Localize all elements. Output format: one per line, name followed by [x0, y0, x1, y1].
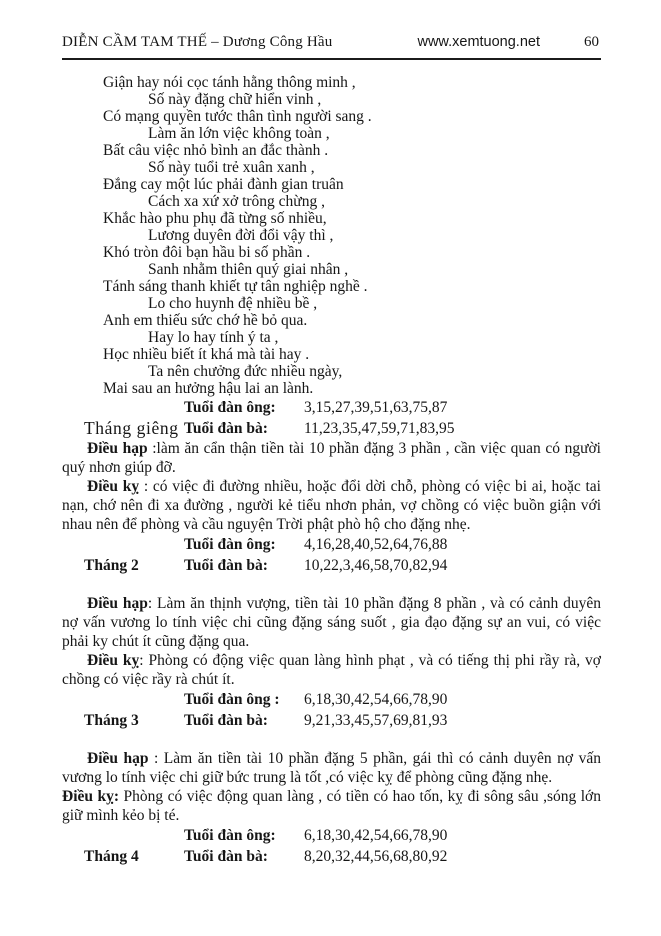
- poem-line: Tánh sáng thanh khiết tự tân nghiệp nghề .: [103, 278, 368, 295]
- poem-line: Giận hay nói cọc tánh hằng thông minh ,: [103, 74, 356, 91]
- age-label-male: Tuổi đàn ông:: [184, 827, 276, 844]
- age-values-male: 6,18,30,42,54,66,78,90: [304, 827, 448, 844]
- age-row-male: [62, 689, 601, 710]
- poem-line: Mai sau an hưởng hậu lai an lành.: [103, 380, 314, 397]
- poem-line: Anh em thiếu sức chớ hề bỏ qua.: [103, 312, 308, 329]
- poem-line: Đắng cay một lúc phải đành gian truân: [103, 176, 344, 193]
- dieu-hap-label: Điều hạp: [87, 440, 148, 457]
- month-block-thang-4: [62, 825, 601, 867]
- age-values-male: 6,18,30,42,54,66,78,90: [304, 691, 448, 708]
- vertical-gap: [62, 731, 601, 749]
- age-values-female: 10,22,3,46,58,70,82,94: [304, 557, 448, 574]
- site-url: www.xemtuong.net: [417, 34, 540, 50]
- age-label-male: Tuổi đàn ông:: [184, 536, 276, 553]
- month-name-cell: [62, 689, 184, 710]
- age-values-male: 4,16,28,40,52,64,76,88: [304, 536, 448, 553]
- page-number: 60: [584, 34, 599, 50]
- dieu-ky-label: Điều kỵ: [87, 478, 140, 495]
- poem-line: Khắc hào phu phụ đã từng số nhiều,: [103, 210, 327, 227]
- age-row-male: [62, 534, 601, 555]
- dieu-ky-text: : Phòng có động việc quan làng hình phạt , và có tiếng thị phi rầy rà, vợ chồng có việc rầy rà chút ít.: [62, 652, 601, 688]
- poem-line: Số này đặng chữ hiển vinh ,: [148, 91, 322, 108]
- age-label-male: Tuổi đàn ông :: [184, 691, 280, 708]
- dieu-hap-paragraph: [62, 749, 601, 787]
- age-values-female: 11,23,35,47,59,71,83,95: [304, 420, 455, 437]
- month-name: Tháng 4: [84, 848, 139, 865]
- dieu-ky-text: Phòng có việc động quan làng , có tiền có hao tốn, kỵ đi sông sâu ,sóng lớn giữ mình kẻo bị té.: [62, 788, 601, 824]
- age-row-male: [62, 825, 601, 846]
- poem-line: Ta nên chưởng đức nhiều ngày,: [148, 363, 343, 380]
- dieu-hap-text: : Làm ăn tiền tài 10 phần đặng 5 phần, gái thì có cảnh duyên nợ vấn vương lo tính việc chi giữ bức trung là tốt ,có việc kỵ để phòng cũng đặng nhẹ.: [62, 750, 601, 786]
- age-row-female: [62, 555, 601, 576]
- poem-line: Số này tuổi trẻ xuân xanh ,: [148, 159, 315, 176]
- dieu-hap-text: :làm ăn cẩn thận tiền tài 10 phần đặng 3 phần , cần việc quan có người quý nhơn giúp đỡ.: [62, 440, 601, 476]
- page-header: [62, 34, 601, 60]
- age-values-female: 8,20,32,44,56,68,80,92: [304, 848, 448, 865]
- age-values-female: 9,21,33,45,57,69,81,93: [304, 712, 448, 729]
- dieu-hap-label: Điều hạp: [87, 595, 148, 612]
- age-row-female: [62, 418, 601, 439]
- age-values-male: 3,15,27,39,51,63,75,87: [304, 399, 448, 416]
- month-name: Tháng 3: [84, 712, 139, 729]
- dieu-hap-label: Điều hạp: [87, 750, 149, 767]
- poem-line: Lương duyên đời đổi vậy thì ,: [148, 227, 334, 244]
- dieu-ky-label: Điều kỵ:: [62, 788, 120, 805]
- month-name: Tháng 2: [84, 557, 139, 574]
- dieu-ky-paragraph: [62, 477, 601, 534]
- age-label-female: Tuổi đàn bà:: [184, 420, 268, 437]
- poem-line: Làm ăn lớn việc không toàn ,: [148, 125, 330, 142]
- poem-line: Sanh nhằm thiên quý giai nhân ,: [148, 261, 349, 278]
- poem-line: Cách xa xứ xở trông chừng ,: [148, 193, 325, 210]
- month-name-cell: [62, 397, 184, 418]
- page-title: DIỄN CẦM TAM THẾ – Dương Công Hầu: [62, 34, 333, 50]
- header-right: [417, 34, 601, 51]
- age-row-male: [62, 397, 601, 418]
- dieu-ky-text: : có việc đi đường nhiều, hoặc đổi dời chỗ, phòng có việc bi ai, hoặc tai nạn, chớ nên đi xa đường , người kẻ tiểu nhơn phản, vợ chồng có việc buồn giận với nhau nên để phòng và cầu nguyện Trời phật phò hộ cho đặng nhẹ.: [62, 478, 601, 533]
- poem: [62, 74, 601, 397]
- dieu-ky-paragraph: [62, 787, 601, 825]
- dieu-hap-text: : Làm ăn thịnh vượng, tiền tài 10 phần đặng 8 phần , và có cảnh duyên nợ vấn vương lo tính việc chi cũng đặng sáng suốt , gia đạo đặng sự an vui, có việc phải ky chút ít cũng đặng qua.: [62, 595, 601, 650]
- age-row-female: [62, 846, 601, 867]
- month-block-thang-3: [62, 689, 601, 825]
- age-label-female: Tuổi đàn bà:: [184, 712, 268, 729]
- month-name: Tháng giêng: [84, 418, 179, 438]
- dieu-hap-paragraph: [62, 594, 601, 651]
- age-label-female: Tuổi đàn bà:: [184, 557, 268, 574]
- poem-line: Có mạng quyền tước thân tình người sang .: [103, 108, 372, 125]
- month-block-thang-2: [62, 534, 601, 689]
- poem-line: Bất câu việc nhỏ bình an đắc thành .: [103, 142, 329, 159]
- month-name-cell: [62, 534, 184, 555]
- month-name-cell: [62, 825, 184, 846]
- age-label-male: Tuổi đàn ông:: [184, 399, 276, 416]
- age-label-female: Tuổi đàn bà:: [184, 848, 268, 865]
- poem-line: Hay lo hay tính ý ta ,: [148, 329, 279, 346]
- dieu-ky-paragraph: [62, 651, 601, 689]
- poem-line: Khó tròn đôi bạn hầu bi số phần .: [103, 244, 311, 261]
- month-block-thang-gieng: [62, 397, 601, 534]
- dieu-hap-paragraph: [62, 439, 601, 477]
- poem-line: Học nhiều biết ít khá mà tài hay .: [103, 346, 310, 363]
- vertical-gap: [62, 576, 601, 594]
- poem-line: Lo cho huynh đệ nhiều bề ,: [148, 295, 318, 312]
- age-row-female: [62, 710, 601, 731]
- dieu-ky-label: Điều kỵ: [87, 652, 140, 669]
